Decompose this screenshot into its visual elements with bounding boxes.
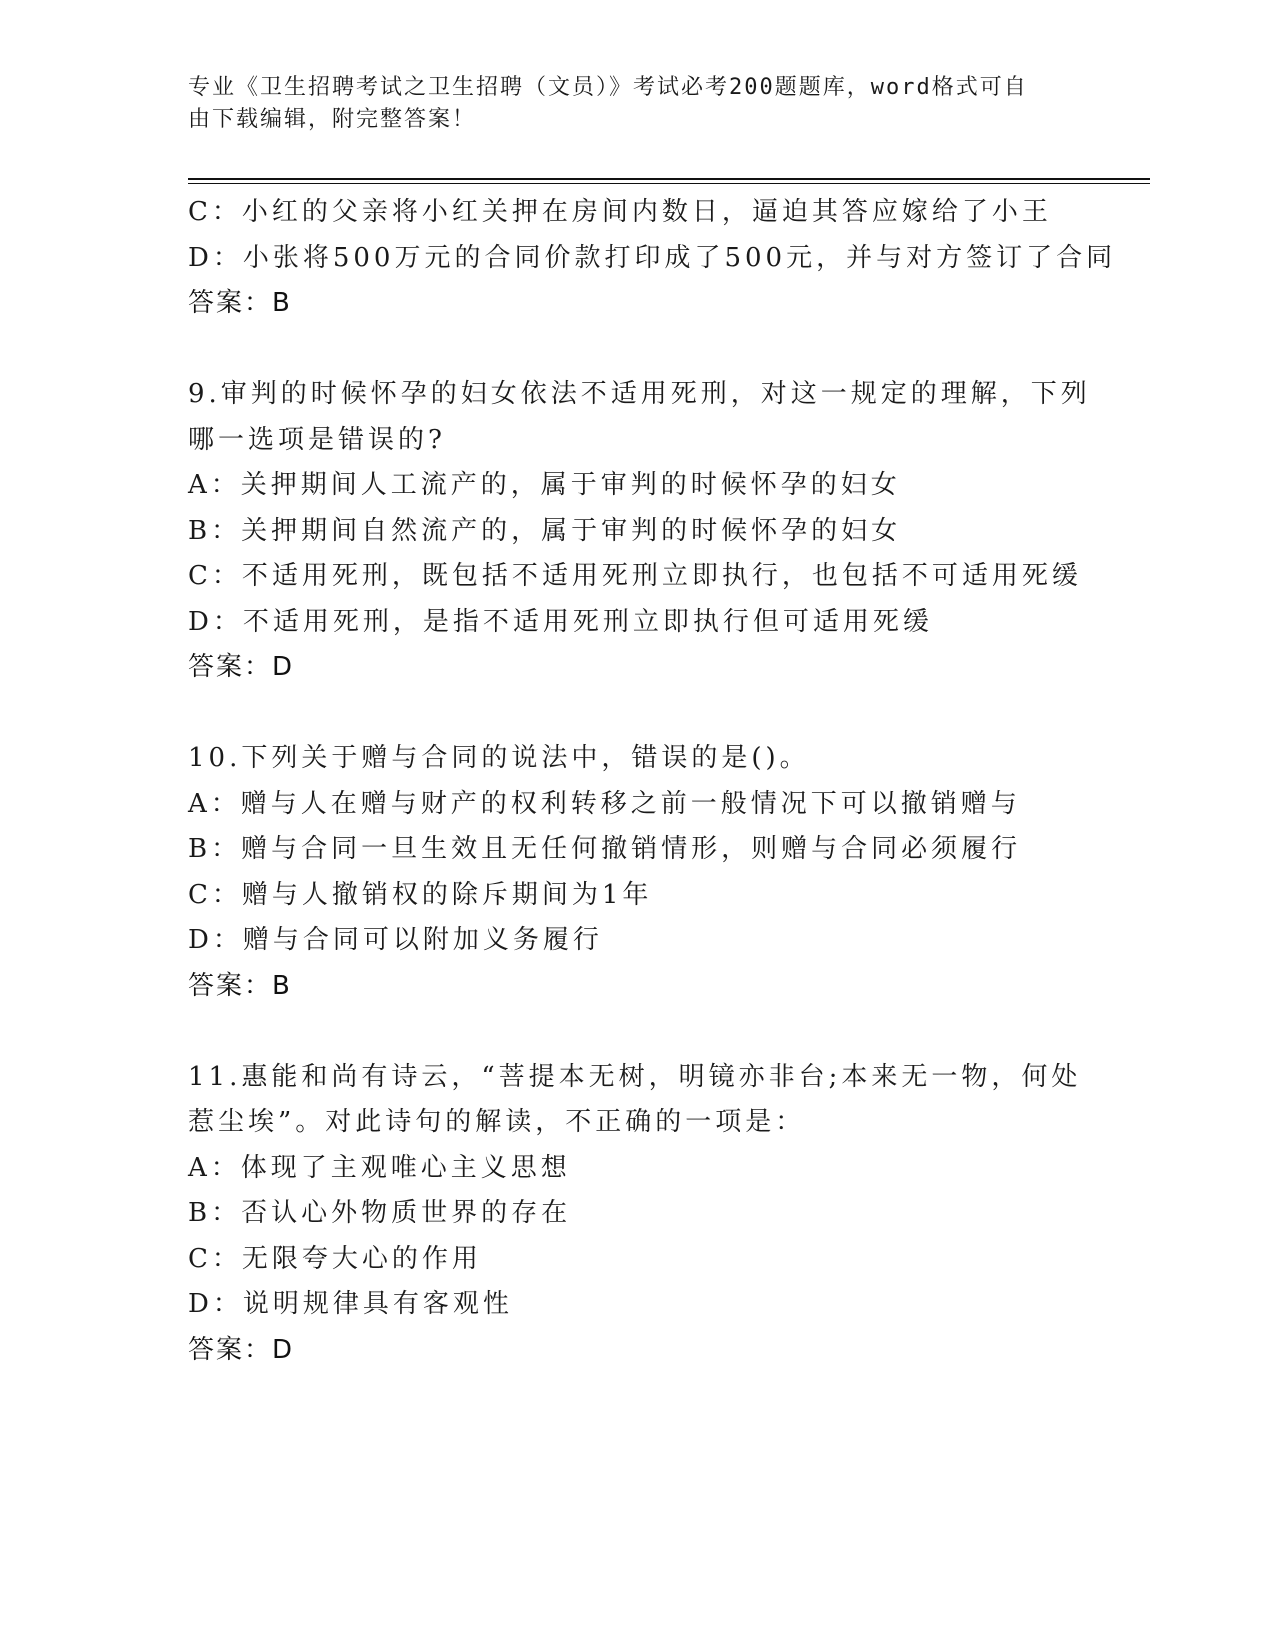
answer-line: 答案：D [188, 652, 295, 682]
answer-line: 答案：B [188, 970, 292, 1001]
spacer [188, 691, 1138, 737]
option-d: D：赠与合同可以附加义务履行 [188, 925, 603, 955]
option-b: B：关押期间自然流产的，属于审判的时候怀孕的妇女 [188, 515, 902, 546]
answer-line: 答案：B [188, 288, 292, 318]
option-d: D：说明规律具有客观性 [188, 1289, 513, 1319]
option-c: C：不适用死刑，既包括不适用死刑立即执行，也包括不可适用死缓 [188, 561, 1082, 591]
question-8-continued [188, 190, 1138, 327]
spacer [188, 1009, 1138, 1055]
header-line-2: 由下载编辑，附完整答案！ [188, 107, 477, 132]
question-10 [188, 736, 1138, 1009]
answer-line: 答案：D [188, 1334, 295, 1365]
question-stem: 11.惠能和尚有诗云，“菩提本无树，明镜亦非台;本来无一物，何处 [188, 1061, 1082, 1092]
option-b: B：赠与合同一旦生效且无任何撤销情形，则赠与合同必须履行 [188, 834, 1022, 864]
option-a: A：体现了主观唯心主义思想 [188, 1152, 571, 1183]
question-11 [188, 1055, 1138, 1374]
option-a: A：赠与人在赠与财产的权利转移之前一般情况下可以撤销赠与 [188, 788, 1021, 819]
option-c: C：赠与人撤销权的除斥期间为1年 [188, 879, 653, 910]
question-stem: 10.下列关于赠与合同的说法中，错误的是()。 [188, 743, 810, 773]
question-9 [188, 372, 1138, 691]
option-a: A：关押期间人工流产的，属于审判的时候怀孕的妇女 [188, 470, 901, 500]
document-header [188, 72, 1068, 136]
spacer [188, 327, 1138, 373]
option-d: D：不适用死刑，是指不适用死刑立即执行但可适用死缓 [188, 606, 933, 637]
question-stem-continued: 哪一选项是错误的? [188, 424, 446, 455]
header-rule-thin [188, 183, 1150, 184]
question-stem-continued: 惹尘埃”。对此诗句的解读，不正确的一项是： [188, 1107, 806, 1137]
header-line-1: 专业《卫生招聘考试之卫生招聘（文员）》考试必考200题题库，word格式可自 [188, 75, 1028, 100]
header-rule-thick [188, 178, 1150, 180]
option-d: D：小张将500万元的合同价款打印成了500元，并与对方签订了合同 [188, 242, 1117, 273]
question-content [188, 190, 1138, 1373]
option-c: C：无限夸大心的作用 [188, 1243, 482, 1274]
option-c: C：小红的父亲将小红关押在房间内数日，逼迫其答应嫁给了小王 [188, 197, 1052, 227]
question-stem: 9.审判的时候怀孕的妇女依法不适用死刑，对这一规定的理解，下列 [188, 379, 1091, 409]
option-b: B：否认心外物质世界的存在 [188, 1198, 572, 1228]
